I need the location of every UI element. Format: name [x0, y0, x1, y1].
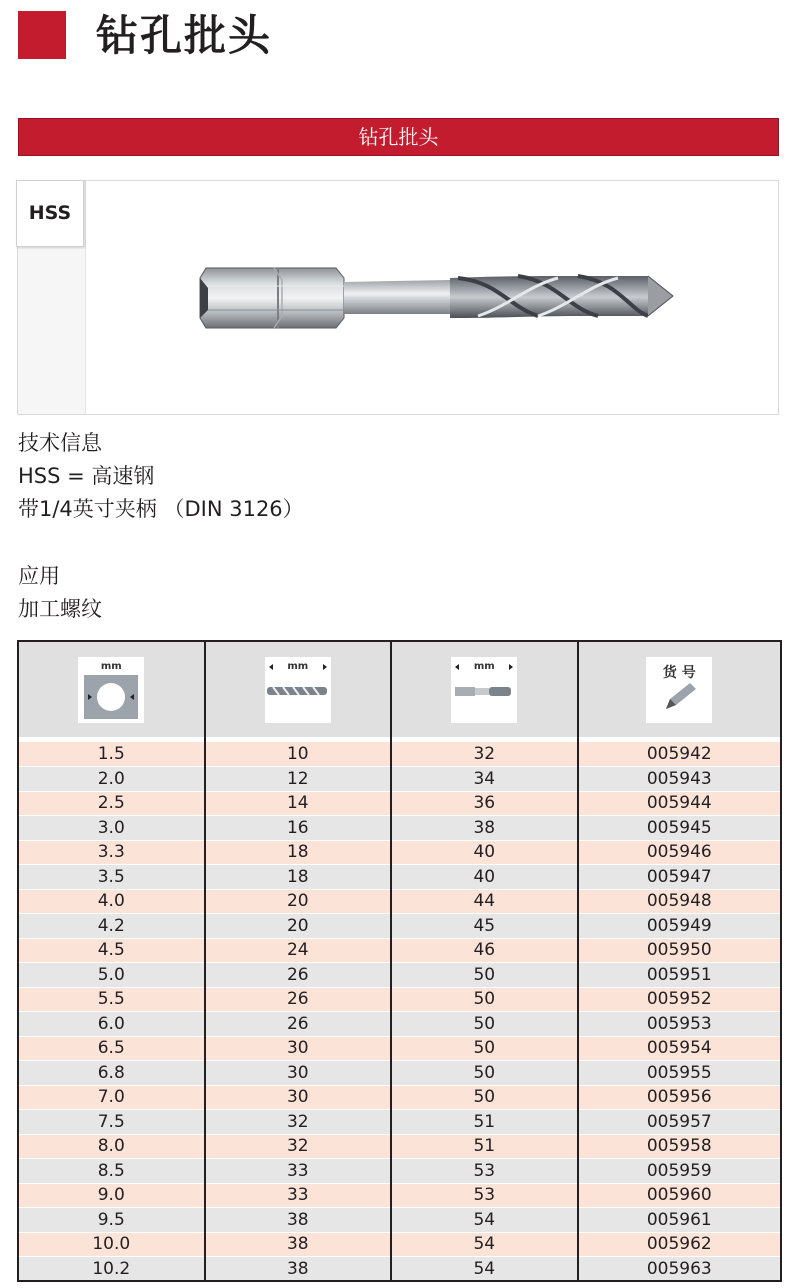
cell-total-length: 40 — [391, 840, 578, 865]
header-total-length — [391, 641, 578, 737]
cell-diameter: 8.0 — [18, 1134, 205, 1159]
cell-diameter: 5.0 — [18, 963, 205, 988]
cell-article-number: 005942 — [578, 742, 781, 767]
drill-bit-image — [178, 256, 678, 341]
tech-info-heading: 技术信息 — [18, 431, 102, 455]
cell-article-number: 005953 — [578, 1012, 781, 1037]
cell-diameter: 4.5 — [18, 938, 205, 963]
cell-diameter: 6.0 — [18, 1012, 205, 1037]
cell-diameter: 5.5 — [18, 987, 205, 1012]
cell-article-number: 005962 — [578, 1232, 781, 1257]
cell-flute-length: 33 — [205, 1159, 392, 1184]
cell-diameter: 3.0 — [18, 816, 205, 841]
header-flute-length — [205, 641, 392, 737]
table-row — [18, 1110, 781, 1135]
cell-diameter: 9.5 — [18, 1208, 205, 1233]
table-row — [18, 1085, 781, 1110]
cell-flute-length: 30 — [205, 1085, 392, 1110]
cell-article-number: 005957 — [578, 1110, 781, 1135]
cell-total-length: 50 — [391, 1061, 578, 1086]
table-row — [18, 1036, 781, 1061]
application-text: 加工螺纹 — [18, 597, 102, 621]
cell-article-number: 005958 — [578, 1134, 781, 1159]
cell-total-length: 51 — [391, 1134, 578, 1159]
cell-total-length: 50 — [391, 1012, 578, 1037]
cell-total-length: 53 — [391, 1159, 578, 1184]
table-row — [18, 1208, 781, 1233]
cell-flute-length: 26 — [205, 963, 392, 988]
cell-article-number: 005945 — [578, 816, 781, 841]
table-row — [18, 742, 781, 767]
table-row — [18, 1134, 781, 1159]
cell-diameter: 7.5 — [18, 1110, 205, 1135]
hss-badge: HSS — [16, 180, 84, 247]
cell-flute-length: 20 — [205, 914, 392, 939]
title-color-block — [18, 11, 66, 59]
cell-total-length: 34 — [391, 767, 578, 792]
cell-total-length: 38 — [391, 816, 578, 841]
cell-flute-length: 24 — [205, 938, 392, 963]
table-row — [18, 1159, 781, 1184]
cell-total-length: 53 — [391, 1183, 578, 1208]
table-row — [18, 987, 781, 1012]
cell-total-length: 32 — [391, 742, 578, 767]
cell-article-number: 005951 — [578, 963, 781, 988]
cell-flute-length: 14 — [205, 791, 392, 816]
cell-flute-length: 38 — [205, 1257, 392, 1282]
cell-article-number: 005961 — [578, 1208, 781, 1233]
cell-flute-length: 33 — [205, 1183, 392, 1208]
cell-total-length: 44 — [391, 889, 578, 914]
cell-article-number: 005949 — [578, 914, 781, 939]
cell-diameter: 6.8 — [18, 1061, 205, 1086]
cell-article-number: 005959 — [578, 1159, 781, 1184]
table-row — [18, 865, 781, 890]
cell-diameter: 2.5 — [18, 791, 205, 816]
header-diameter — [18, 641, 205, 737]
cell-total-length: 40 — [391, 865, 578, 890]
tech-info-line-2: 带1/4英寸夹柄 （DIN 3126） — [18, 497, 304, 521]
cell-flute-length: 26 — [205, 987, 392, 1012]
cell-article-number: 005944 — [578, 791, 781, 816]
cell-flute-length: 26 — [205, 1012, 392, 1037]
cell-article-number: 005960 — [578, 1183, 781, 1208]
cell-article-number: 005952 — [578, 987, 781, 1012]
cell-diameter: 3.3 — [18, 840, 205, 865]
cell-flute-length: 12 — [205, 767, 392, 792]
cell-total-length: 54 — [391, 1232, 578, 1257]
cell-total-length: 54 — [391, 1257, 578, 1282]
spec-table-header-row — [18, 641, 781, 737]
header-article-number — [578, 641, 781, 737]
cell-diameter: 10.0 — [18, 1232, 205, 1257]
total-length-icon: mm — [451, 657, 517, 723]
cell-flute-length: 18 — [205, 865, 392, 890]
cell-flute-length: 10 — [205, 742, 392, 767]
cell-flute-length: 30 — [205, 1061, 392, 1086]
cell-flute-length: 16 — [205, 816, 392, 841]
cell-article-number: 005955 — [578, 1061, 781, 1086]
table-row — [18, 914, 781, 939]
table-row — [18, 963, 781, 988]
cell-article-number: 005947 — [578, 865, 781, 890]
cell-flute-length: 32 — [205, 1134, 392, 1159]
cell-diameter: 4.2 — [18, 914, 205, 939]
table-row — [18, 840, 781, 865]
cell-flute-length: 30 — [205, 1036, 392, 1061]
cell-total-length: 50 — [391, 987, 578, 1012]
table-row — [18, 1183, 781, 1208]
product-image-panel — [17, 180, 779, 415]
cell-flute-length: 38 — [205, 1208, 392, 1233]
table-row — [18, 1232, 781, 1257]
table-row — [18, 889, 781, 914]
cell-diameter: 4.0 — [18, 889, 205, 914]
table-row — [18, 767, 781, 792]
cell-total-length: 50 — [391, 1036, 578, 1061]
application-heading: 应用 — [18, 564, 60, 588]
cell-article-number: 005946 — [578, 840, 781, 865]
table-row — [18, 1061, 781, 1086]
cell-diameter: 3.5 — [18, 865, 205, 890]
cell-flute-length: 18 — [205, 840, 392, 865]
cell-article-number: 005943 — [578, 767, 781, 792]
table-row — [18, 938, 781, 963]
table-row — [18, 1257, 781, 1282]
flute-length-icon: mm — [265, 657, 331, 723]
cell-flute-length: 20 — [205, 889, 392, 914]
hole-diameter-icon: mm — [78, 657, 144, 723]
cell-total-length: 54 — [391, 1208, 578, 1233]
cell-diameter: 8.5 — [18, 1159, 205, 1184]
cell-diameter: 7.0 — [18, 1085, 205, 1110]
cell-total-length: 45 — [391, 914, 578, 939]
cell-article-number: 005954 — [578, 1036, 781, 1061]
cell-article-number: 005948 — [578, 889, 781, 914]
spec-table — [17, 640, 782, 1282]
cell-diameter: 10.2 — [18, 1257, 205, 1282]
cell-flute-length: 38 — [205, 1232, 392, 1257]
cell-flute-length: 32 — [205, 1110, 392, 1135]
cell-total-length: 46 — [391, 938, 578, 963]
cell-diameter: 9.0 — [18, 1183, 205, 1208]
cell-diameter: 2.0 — [18, 767, 205, 792]
cell-total-length: 51 — [391, 1110, 578, 1135]
page-title: 钻孔批头 — [96, 11, 273, 60]
cell-diameter: 6.5 — [18, 1036, 205, 1061]
cell-article-number: 005956 — [578, 1085, 781, 1110]
cell-article-number: 005963 — [578, 1257, 781, 1282]
tech-info-line-1: HSS = 高速钢 — [18, 464, 155, 488]
table-row — [18, 1012, 781, 1037]
table-row — [18, 816, 781, 841]
cell-total-length: 50 — [391, 963, 578, 988]
cell-article-number: 005950 — [578, 938, 781, 963]
cell-diameter: 1.5 — [18, 742, 205, 767]
table-row — [18, 791, 781, 816]
section-header: 钻孔批头 — [18, 118, 779, 156]
cell-total-length: 50 — [391, 1085, 578, 1110]
cell-total-length: 36 — [391, 791, 578, 816]
article-number-icon: 货 号 — [646, 657, 712, 723]
